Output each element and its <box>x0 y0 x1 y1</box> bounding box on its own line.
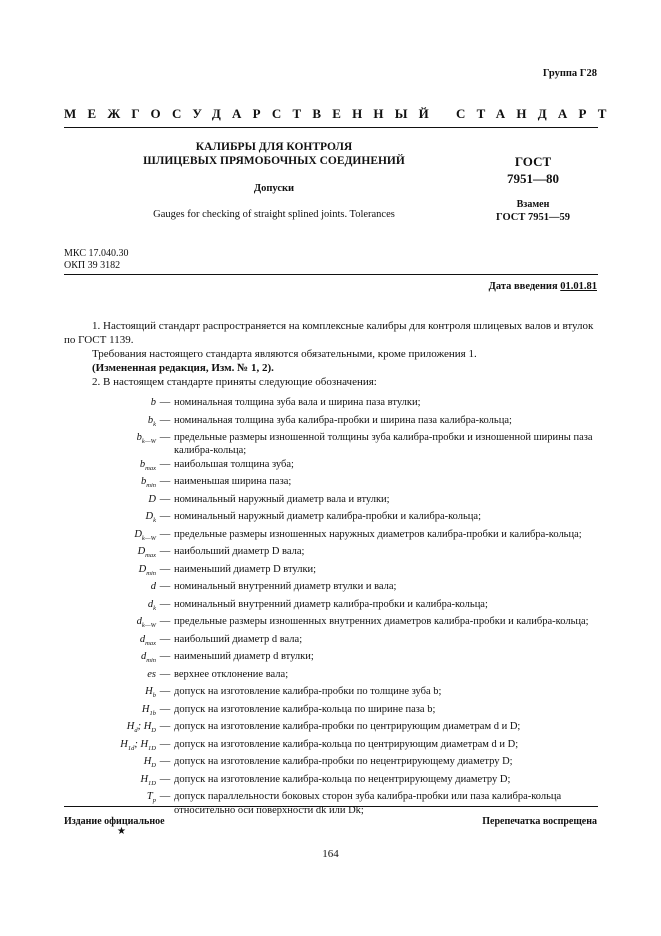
notation-dash: — <box>159 773 171 785</box>
standard-type-right: СТАНДАРТ <box>456 106 618 121</box>
notation-dash: — <box>159 651 171 663</box>
notation-dash: — <box>159 511 171 523</box>
notation-symbol: $d_{max}$ <box>139 633 156 647</box>
notation-row <box>64 738 598 756</box>
notation-description: наибольший диаметр D вала; <box>174 546 305 558</box>
notation-dash: — <box>159 458 171 470</box>
paragraph-1: 1. Настоящий стандарт распространяется на комплексные калибры для контроля шлицевых валов и втулок по ГОСТ 1139. <box>64 320 594 346</box>
intro-date-label: Дата введения <box>488 281 558 292</box>
notation-description: допуск на изготовление калибра-пробки по нецентрирующему диаметру D; <box>174 756 513 768</box>
notation-list <box>64 396 598 817</box>
notation-symbol: $H_b$ <box>145 686 156 700</box>
notation-symbol: $b_k$ <box>147 414 156 428</box>
title-line-1: КАЛИБРЫ ДЛЯ КОНТРОЛЯ <box>195 141 353 153</box>
notation-dash: — <box>159 581 171 593</box>
notation-description: номинальная толщина зуба калибра-пробки и ширина паза калибра-кольца; <box>174 414 512 426</box>
reprint-prohibited: Перепечатка воспрещена <box>482 816 597 827</box>
gost-replace-number: ГОСТ 7951—59 <box>496 212 570 223</box>
notation-dash: — <box>159 668 171 680</box>
notation-symbol: d <box>150 581 156 593</box>
paragraph-amendment: (Измененная редакция, Изм. № 1, 2). <box>92 362 274 374</box>
notation-symbol: $b_{k—W}$ <box>136 432 156 446</box>
intro-date-value: 01.01.81 <box>560 281 597 292</box>
notation-dash: — <box>159 546 171 558</box>
notation-symbol: $D_k$ <box>145 511 156 525</box>
notation-description: наименьшая ширина паза; <box>174 476 292 488</box>
notation-row <box>64 650 598 668</box>
page-number: 164 <box>322 848 339 860</box>
notation-row <box>64 414 598 432</box>
notation-row <box>64 458 598 476</box>
notation-symbol: $d_{min}$ <box>141 651 156 665</box>
notation-symbol: $H_{1b}$ <box>141 703 156 717</box>
notation-dash: — <box>159 616 171 628</box>
notation-row <box>64 633 598 651</box>
notation-description: номинальный внутренний диаметр калибра-пробки и калибра-кольца; <box>174 598 488 610</box>
notation-row <box>64 703 598 721</box>
edition-official: Издание официальное <box>64 816 165 827</box>
group-code: Группа Г28 <box>542 68 597 79</box>
gost-replace-label: Взамен <box>516 199 550 210</box>
notation-description: допуск на изготовление калибра-пробки по центрирующим диаметрам d и D; <box>174 721 521 733</box>
notation-description: предельные размеры изношенных внутренних диаметров калибра-пробки и калибра-кольца; <box>174 616 589 628</box>
notation-row <box>64 755 598 773</box>
notation-dash: — <box>159 563 171 575</box>
notation-row <box>64 598 598 616</box>
intro-date <box>489 281 597 292</box>
notation-dash: — <box>159 528 171 540</box>
notation-description: наибольшая толщина зуба; <box>174 458 294 470</box>
notation-description: наименьший диаметр D втулки; <box>174 563 317 575</box>
notation-description: верхнее отклонение вала; <box>174 668 289 680</box>
notation-description: предельные размеры изношенных наружных диаметров калибра-пробки и калибра-кольца; <box>174 528 582 540</box>
notation-description: допуск параллельности боковых сторон зуба калибра-пробки или паза калибра-кольца относительно оси поверхности dk или Dk; <box>174 791 562 816</box>
notation-symbol: $D_{min}$ <box>138 563 156 577</box>
notation-symbol: $T_p$ <box>146 791 156 805</box>
notation-symbol: es <box>147 668 156 680</box>
standard-type-left: МЕЖГОСУДАРСТВЕННЫЙ <box>64 106 440 121</box>
notation-description: номинальный наружный диаметр вала и втулки; <box>174 493 390 505</box>
gost-label: ГОСТ <box>514 154 552 169</box>
notation-row <box>64 510 598 528</box>
notation-row <box>64 668 598 686</box>
notation-dash: — <box>159 598 171 610</box>
notation-row <box>64 475 598 493</box>
mks-code: МКС 17.040.30 <box>64 248 129 259</box>
notation-row <box>64 720 598 738</box>
notation-symbol: $b_{min}$ <box>141 476 156 490</box>
notation-row <box>64 528 598 546</box>
notation-description: допуск на изготовление калибра-кольца по ширине паза b; <box>174 703 436 715</box>
notation-description: наибольший диаметр d вала; <box>174 633 303 645</box>
title-line-2: ШЛИЦЕВЫХ ПРЯМОБОЧНЫХ СОЕДИНЕНИЙ <box>143 155 405 167</box>
notation-row <box>64 493 598 511</box>
notation-dash: — <box>159 738 171 750</box>
notation-description: номинальная толщина зуба вала и ширина паза втулки; <box>174 397 421 408</box>
notation-symbol: $b_{max}$ <box>139 458 156 472</box>
notation-dash: — <box>159 493 171 505</box>
notation-description: предельные размеры изношенной толщины зуба калибра-пробки и изношенной ширины паза калибра-кольца; <box>174 432 593 457</box>
notation-symbol: $D_{k—W}$ <box>134 528 156 542</box>
notation-description: допуск на изготовление калибра-пробки по толщине зуба b; <box>174 686 442 698</box>
paragraph-notation: 2. В настоящем стандарте приняты следующие обозначения: <box>92 376 377 388</box>
notation-row <box>64 396 598 414</box>
notation-dash: — <box>159 756 171 768</box>
notation-row <box>64 431 598 458</box>
notation-dash: — <box>159 432 171 443</box>
title-subtitle: Допуски <box>253 183 295 194</box>
notation-dash: — <box>159 476 171 488</box>
header-rule <box>64 127 598 128</box>
notation-row <box>64 580 598 598</box>
notation-description: допуск на изготовление калибра-кольца по центрирующим диаметрам d и D; <box>174 738 519 750</box>
notation-description: допуск на изготовление калибра-кольца по нецентрирующему диаметру D; <box>174 773 511 785</box>
notation-row <box>64 685 598 703</box>
notation-symbol: $H_d$; $H_D$ <box>126 721 156 735</box>
notation-symbol: $H_{1D}$ <box>140 773 156 787</box>
paragraph-2: Требования настоящего стандарта являются обязательными, кроме приложения 1. <box>92 348 477 360</box>
footer-rule <box>64 806 598 807</box>
notation-dash: — <box>159 721 171 733</box>
notation-row <box>64 615 598 633</box>
notation-description: номинальный наружный диаметр калибра-пробки и калибра-кольца; <box>174 511 482 523</box>
notation-symbol: $H_{1d}$; $H_{1D}$ <box>120 738 156 752</box>
notation-dash: — <box>159 397 171 408</box>
title-english: Gauges for checking of straight splined joints. Tolerances <box>153 209 395 220</box>
notation-symbol: D <box>148 493 156 505</box>
notation-description: номинальный внутренний диаметр втулки и вала; <box>174 581 397 593</box>
notation-row <box>64 563 598 581</box>
notation-symbol: b <box>150 397 156 408</box>
notation-symbol: $D_{max}$ <box>137 546 156 560</box>
notation-symbol: $d_k$ <box>147 598 156 612</box>
notation-row <box>64 773 598 791</box>
notation-row <box>64 545 598 563</box>
notation-symbol: $H_D$ <box>143 756 156 770</box>
notation-row <box>64 790 598 817</box>
gost-number: 7951—80 <box>507 171 559 186</box>
notation-dash: — <box>159 791 171 803</box>
codes-rule <box>64 274 598 275</box>
star-icon: ★ <box>117 826 126 837</box>
notation-description: наименьший диаметр d втулки; <box>174 651 314 663</box>
notation-dash: — <box>159 414 171 426</box>
notation-symbol: $d_{k—W}$ <box>136 616 156 630</box>
notation-dash: — <box>159 633 171 645</box>
notation-dash: — <box>159 703 171 715</box>
notation-dash: — <box>159 686 171 698</box>
okp-code: ОКП 39 3182 <box>64 260 121 271</box>
